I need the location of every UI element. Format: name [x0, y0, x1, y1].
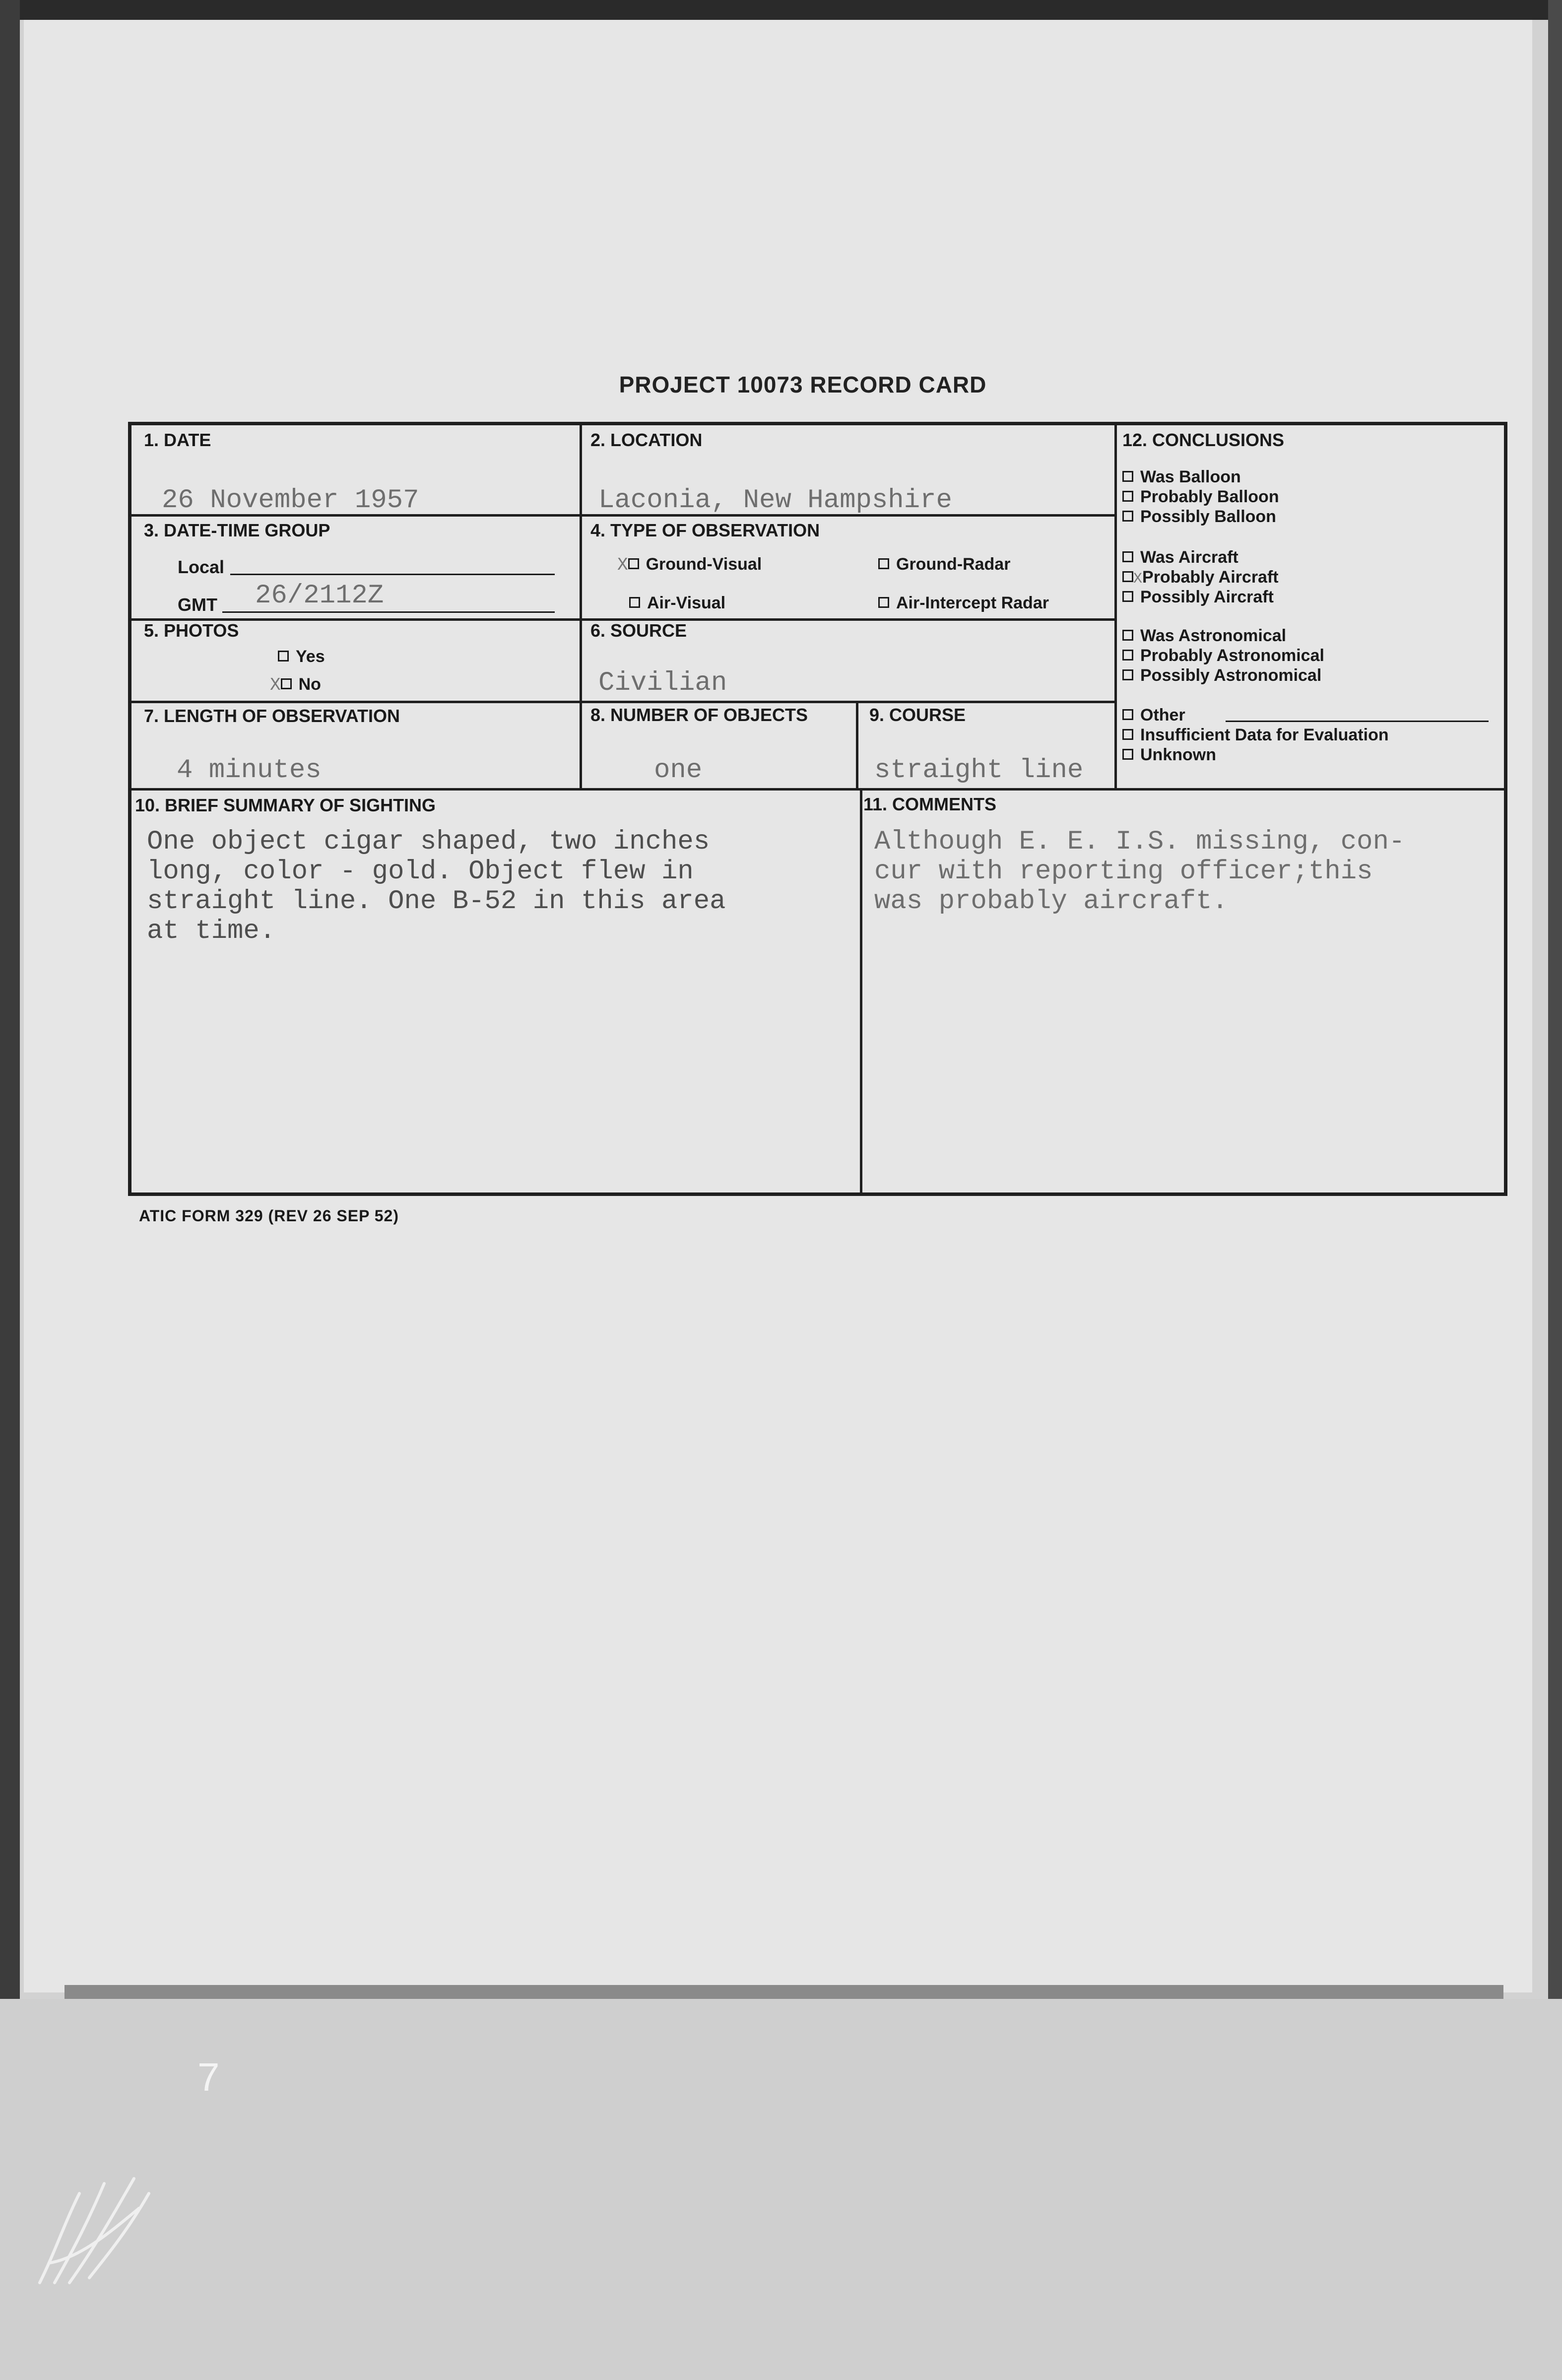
comments-line: cur with reporting officer;this — [874, 857, 1373, 887]
film-lower-area — [0, 1999, 1562, 2380]
gmt-underline — [222, 611, 555, 613]
source-value: Civilian — [598, 668, 727, 698]
checkbox-icon — [1122, 630, 1133, 641]
summary-label: 10. BRIEF SUMMARY OF SIGHTING — [135, 795, 436, 815]
checkbox-icon — [1122, 571, 1133, 582]
photos-yes — [278, 647, 325, 666]
checkbox-icon — [1122, 471, 1133, 482]
film-edge-top — [0, 0, 1562, 20]
checkbox-icon — [1122, 729, 1133, 740]
frame-number: 7 — [197, 2055, 220, 2099]
checkbox-icon — [278, 651, 289, 661]
conclusions-label: 12. CONCLUSIONS — [1122, 430, 1285, 450]
location-value: Laconia, New Hampshire — [598, 485, 952, 516]
checkbox-icon — [1122, 669, 1133, 680]
option-ground-radar — [878, 555, 1010, 574]
conclusion-other: Other — [1122, 706, 1185, 725]
checkbox-icon — [628, 558, 639, 569]
checkbox-icon — [1122, 591, 1133, 602]
number-of-objects-label: 8. NUMBER OF OBJECTS — [590, 705, 808, 725]
card-title: PROJECT 10073 RECORD CARD — [619, 372, 987, 397]
sheet-shadow — [65, 1985, 1503, 1999]
check-mark: X — [270, 675, 281, 695]
option-label: Ground-Visual — [646, 555, 762, 574]
photos-label: 5. PHOTOS — [144, 620, 239, 641]
divider — [856, 702, 858, 789]
summary-line: at time. — [147, 916, 276, 946]
other-underline — [1226, 721, 1489, 722]
checkbox-icon — [1122, 491, 1133, 502]
date-value: 26 November 1957 — [162, 485, 419, 516]
divider — [860, 789, 862, 1193]
conclusion-probably-astronomical: Probably Astronomical — [1122, 646, 1324, 665]
comments-label: 11. COMMENTS — [863, 794, 997, 814]
option-label: Air-Visual — [647, 594, 726, 612]
summary-line: One object cigar shaped, two inches — [147, 827, 710, 857]
comments-line: Although E. E. I.S. missing, con- — [874, 827, 1405, 857]
option-air-visual — [629, 594, 725, 613]
checkbox-icon — [1122, 749, 1133, 760]
conclusion-probably-aircraft: XProbably Aircraft — [1122, 568, 1279, 588]
length-of-observation-value: 4 minutes — [177, 755, 322, 786]
form-identifier: ATIC FORM 329 (REV 26 SEP 52) — [139, 1207, 399, 1225]
checkbox-icon — [629, 597, 640, 608]
conclusion-possibly-aircraft: Possibly Aircraft — [1122, 588, 1274, 607]
checkbox-icon — [281, 678, 292, 689]
check-mark: X — [1133, 571, 1143, 588]
course-value: straight line — [874, 755, 1084, 786]
local-underline — [230, 574, 555, 575]
checkbox-icon — [1122, 551, 1133, 562]
checkbox-icon — [878, 597, 889, 608]
conclusion-unknown: Unknown — [1122, 745, 1216, 765]
divider — [1114, 424, 1117, 789]
photos-no-label: No — [298, 675, 321, 694]
film-edge-left — [0, 0, 20, 2000]
option-label: Ground-Radar — [896, 555, 1011, 574]
number-of-objects-value: one — [654, 755, 703, 786]
date-time-group-label: 3. DATE-TIME GROUP — [144, 520, 330, 540]
conclusion-possibly-astronomical: Possibly Astronomical — [1122, 666, 1321, 685]
summary-line: straight line. One B-52 in this area — [147, 886, 726, 917]
checkbox-icon — [1122, 511, 1133, 522]
location-label: 2. LOCATION — [590, 430, 703, 450]
conclusion-was-aircraft: Was Aircraft — [1122, 548, 1238, 567]
photos-yes-label: Yes — [296, 647, 325, 666]
photos-no — [270, 675, 321, 695]
checkbox-icon — [1122, 650, 1133, 661]
option-ground-visual — [617, 555, 762, 575]
conclusion-insufficient-data: Insufficient Data for Evaluation — [1122, 726, 1389, 745]
conclusion-was-astronomical: Was Astronomical — [1122, 626, 1286, 646]
conclusion-probably-balloon: Probably Balloon — [1122, 487, 1279, 507]
gmt-value: 26/2112Z — [255, 581, 384, 611]
divider — [580, 424, 582, 789]
option-air-intercept-radar — [878, 594, 1049, 613]
check-mark: X — [617, 555, 628, 575]
conclusion-possibly-balloon: Possibly Balloon — [1122, 507, 1276, 527]
local-label: Local — [178, 557, 225, 577]
summary-line: long, color - gold. Object flew in — [147, 857, 694, 887]
date-label: 1. DATE — [144, 430, 211, 450]
source-label: 6. SOURCE — [590, 620, 687, 641]
type-of-observation-label: 4. TYPE OF OBSERVATION — [590, 520, 820, 540]
checkbox-icon — [1122, 709, 1133, 720]
course-label: 9. COURSE — [869, 705, 966, 725]
conclusion-was-balloon: Was Balloon — [1122, 467, 1241, 487]
divider — [130, 701, 1114, 703]
option-label: Air-Intercept Radar — [896, 594, 1049, 612]
length-of-observation-label: 7. LENGTH OF OBSERVATION — [144, 706, 400, 726]
comments-line: was probably aircraft. — [874, 886, 1228, 917]
handwritten-scribble — [20, 2134, 189, 2293]
divider — [130, 788, 1505, 791]
gmt-label: GMT — [178, 595, 217, 615]
checkbox-icon — [878, 558, 889, 569]
